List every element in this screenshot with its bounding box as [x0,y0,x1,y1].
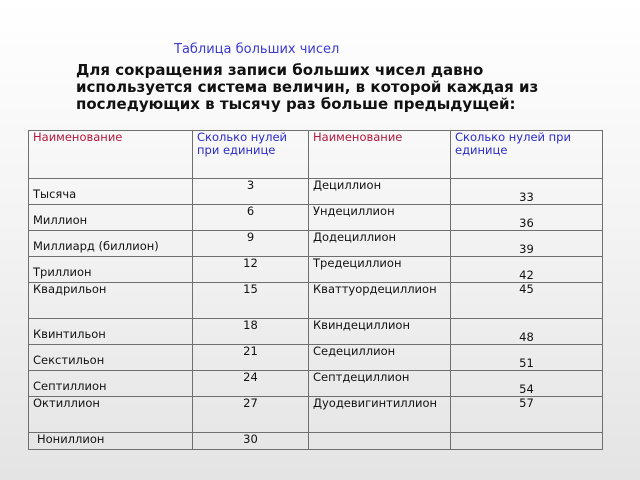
cell-zeros-right: 39 [451,231,603,257]
table-row [29,257,603,283]
header-zeros-right: Сколько нулей при единице [451,131,603,179]
table-row [29,283,603,319]
header-name-right: Наименование [309,131,451,179]
cell-name-left: Триллион [29,257,193,283]
cell-zeros-left: 24 [193,371,309,397]
cell-name-right: Ундециллион [309,205,451,231]
cell-name-right: Септдециллион [309,371,451,397]
cell-name-right: Кваттуордециллион [309,283,451,319]
table-row [29,231,603,257]
cell-name-right: Дуодевигинтиллион [309,397,451,433]
cell-name-right: Квиндециллион [309,319,451,345]
cell-zeros-right: 36 [451,205,603,231]
cell-zeros-right: 45 [451,283,603,319]
table-row [29,345,603,371]
cell-name-left: Октиллион [29,397,193,433]
cell-zeros-left: 18 [193,319,309,345]
cell-zeros-right [451,433,603,450]
big-numbers-table [28,130,603,450]
table-header-row [29,131,603,179]
table-row [29,371,603,397]
cell-zeros-right: 42 [451,257,603,283]
cell-zeros-right: 48 [451,319,603,345]
cell-zeros-left: 6 [193,205,309,231]
cell-name-left: Миллиард (биллион) [29,231,193,257]
cell-name-right: Седециллион [309,345,451,371]
header-zeros-left: Сколько нулей при единице [193,131,309,179]
cell-name-right: Тредециллион [309,257,451,283]
cell-zeros-left: 27 [193,397,309,433]
table-caption: Таблица больших чисел [174,42,340,57]
cell-name-left: Нониллион [29,433,193,450]
table-row [29,205,603,231]
cell-zeros-left: 21 [193,345,309,371]
cell-name-right: Додециллион [309,231,451,257]
cell-name-left: Септиллион [29,371,193,397]
table-row [29,179,603,205]
cell-name-left: Квадрильон [29,283,193,319]
cell-zeros-right: 54 [451,371,603,397]
cell-zeros-left: 30 [193,433,309,450]
cell-zeros-left: 9 [193,231,309,257]
cell-name-left: Секстильон [29,345,193,371]
cell-zeros-left: 12 [193,257,309,283]
cell-name-left: Квинтильон [29,319,193,345]
table-row [29,319,603,345]
table-row [29,433,603,450]
cell-zeros-left: 15 [193,283,309,319]
cell-name-left: Миллион [29,205,193,231]
intro-text: Для сокращения записи больших чисел давно используется система величин, в которой каждая из последующих в тысячу раз больше предыдущей: [76,61,539,113]
cell-name-left: Тысяча [29,179,193,205]
cell-name-right: Дециллион [309,179,451,205]
cell-zeros-left: 3 [193,179,309,205]
header-name-left: Наименование [29,131,193,179]
table-row [29,397,603,433]
cell-zeros-right: 33 [451,179,603,205]
cell-zeros-right: 57 [451,397,603,433]
cell-name-right [309,433,451,450]
cell-zeros-right: 51 [451,345,603,371]
